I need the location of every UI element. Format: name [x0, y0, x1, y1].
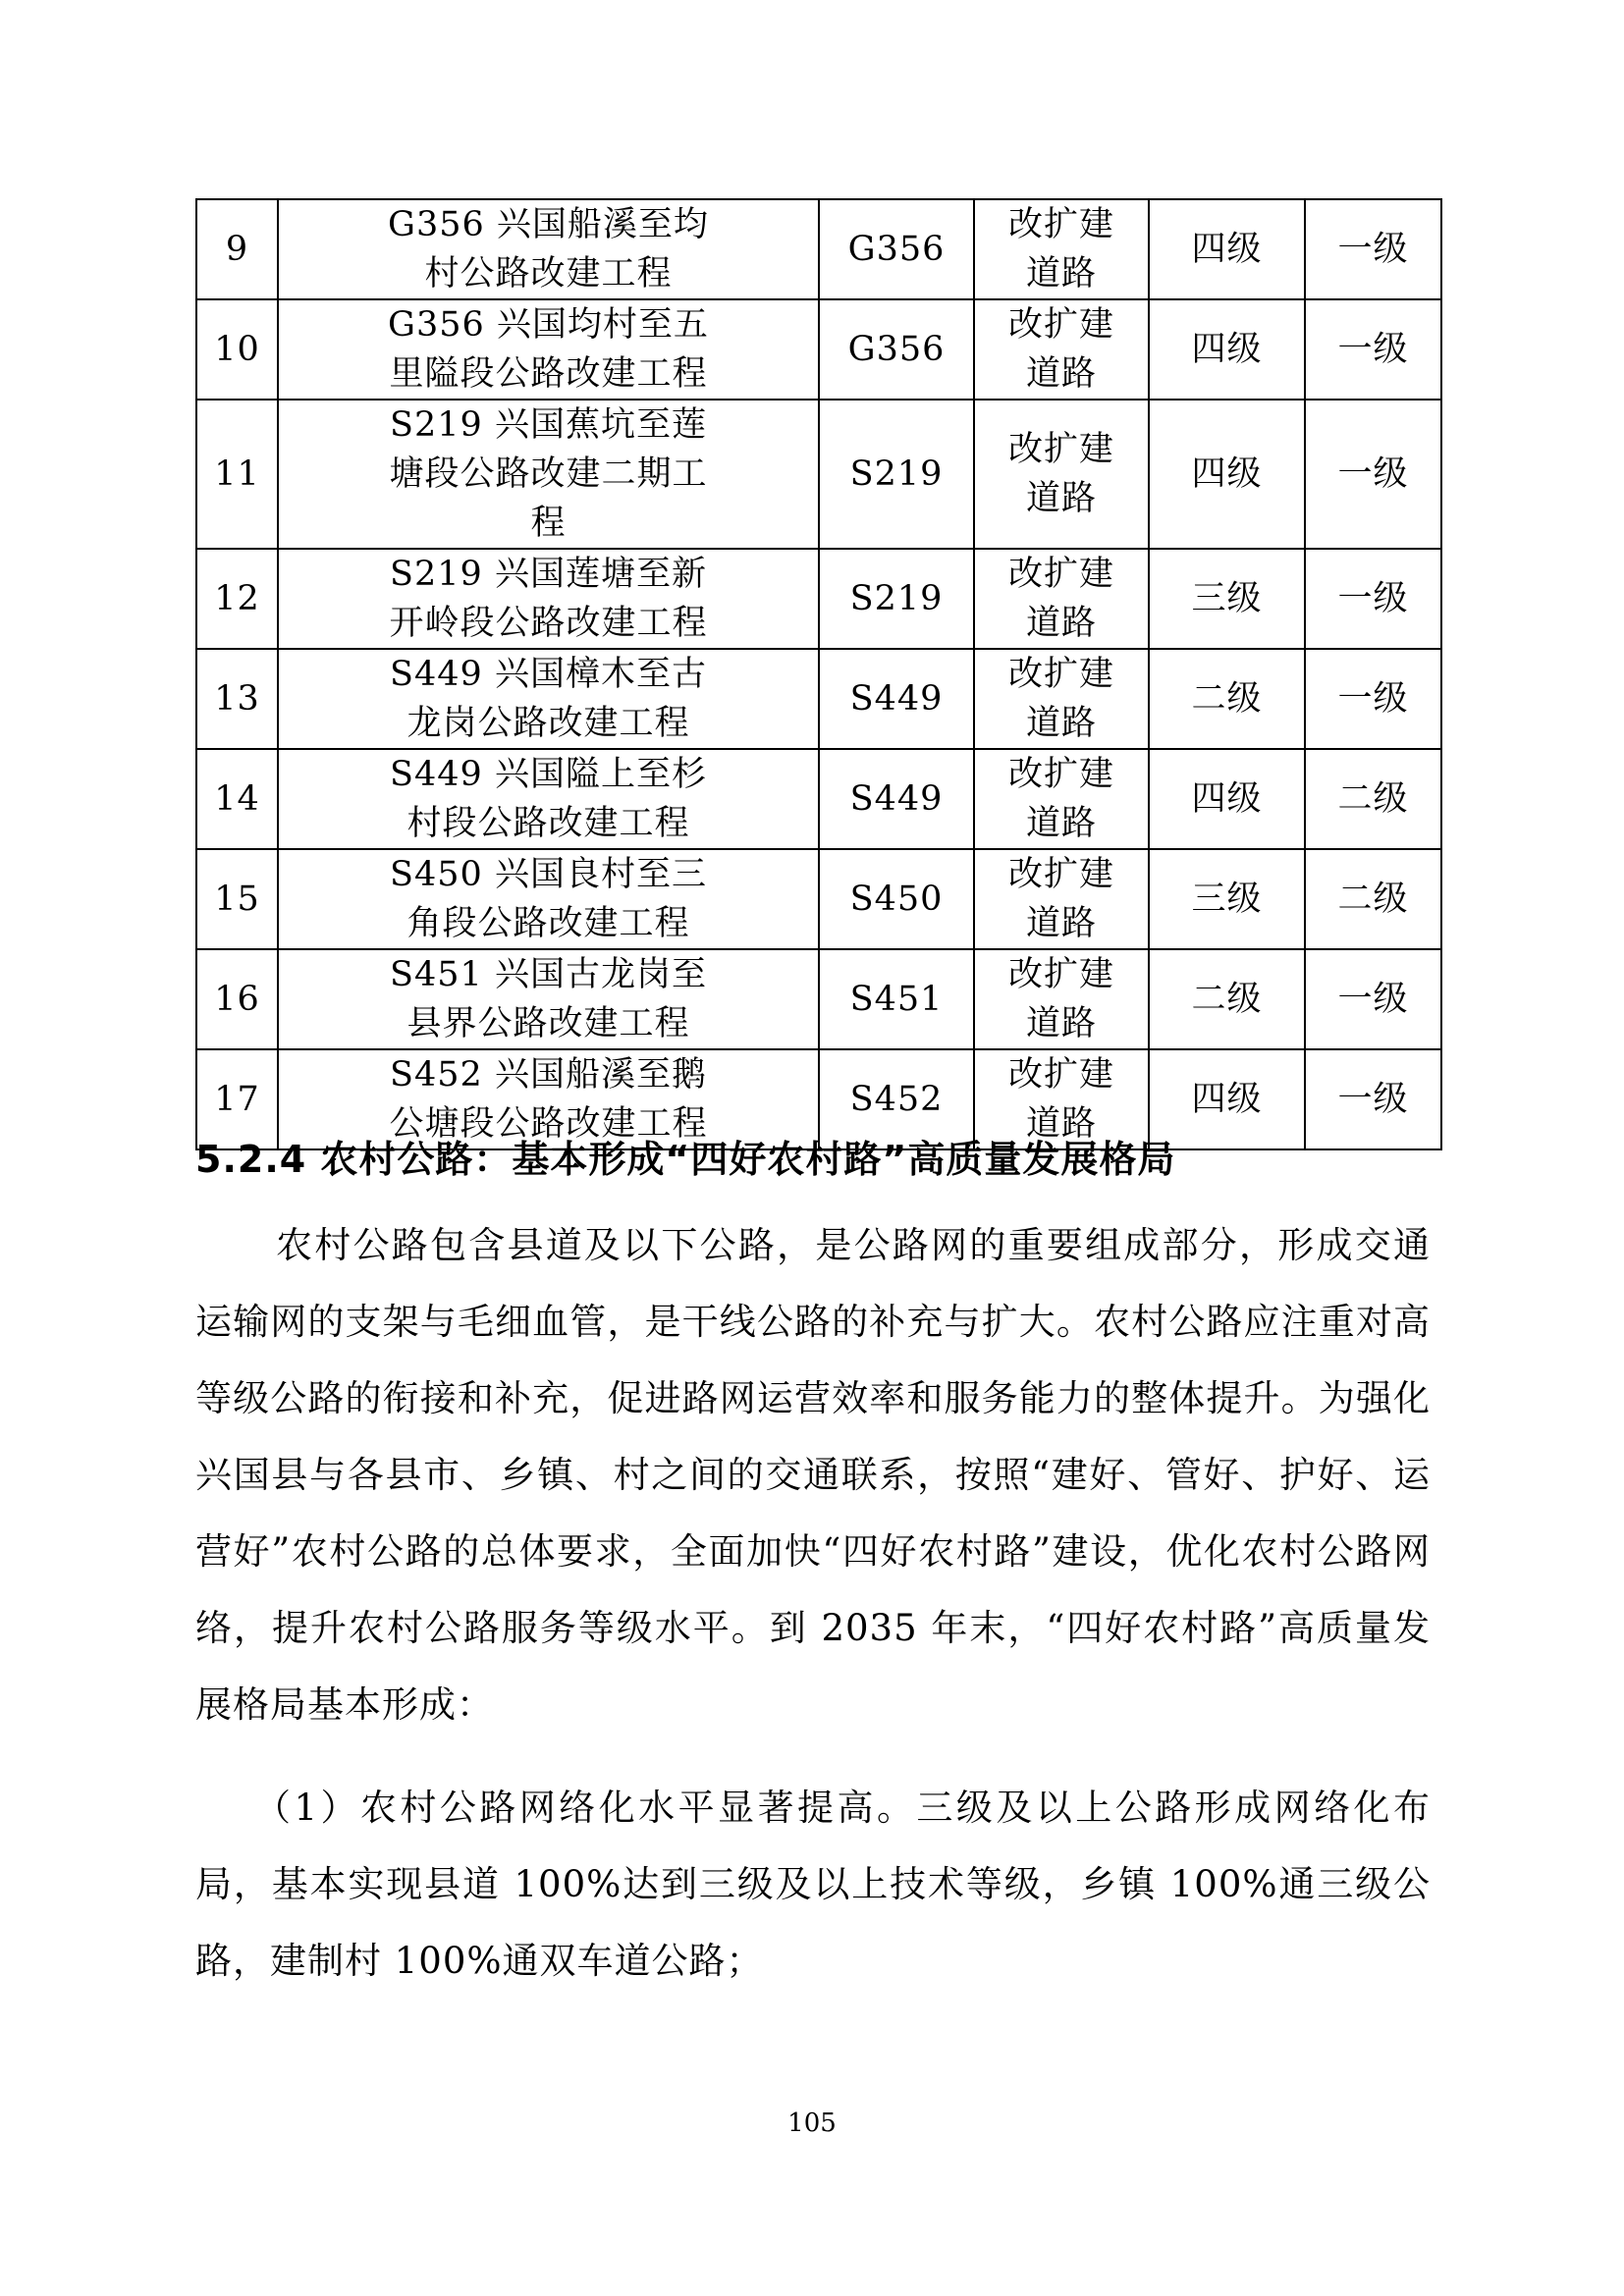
target-grade: 二级	[1305, 749, 1441, 849]
construction-type-text: 改扩建道路	[1007, 955, 1114, 1043]
current-grade: 三级	[1149, 549, 1305, 649]
construction-type-text: 改扩建道路	[1007, 655, 1114, 743]
table-row	[196, 400, 1441, 549]
table-body	[196, 199, 1441, 1149]
row-number: 9	[196, 199, 278, 299]
construction-type	[974, 400, 1149, 549]
construction-type-text: 改扩建道路	[1007, 1055, 1114, 1144]
project-name-text: G356 兴国船溪至均村公路改建工程	[388, 205, 709, 294]
construction-type	[974, 749, 1149, 849]
current-grade: 二级	[1149, 649, 1305, 749]
row-number: 12	[196, 549, 278, 649]
row-number: 14	[196, 749, 278, 849]
table-row	[196, 199, 1441, 299]
section-heading: 5.2.4 农村公路：基本形成“四好农村路”高质量发展格局	[195, 1138, 1176, 1181]
target-grade: 一级	[1305, 549, 1441, 649]
current-grade: 二级	[1149, 949, 1305, 1049]
project-name-text: S449 兴国隘上至杉村段公路改建工程	[390, 755, 707, 843]
current-grade: 四级	[1149, 400, 1305, 549]
target-grade: 一级	[1305, 649, 1441, 749]
target-grade: 二级	[1305, 849, 1441, 949]
row-number: 11	[196, 400, 278, 549]
project-name	[278, 199, 819, 299]
current-grade: 四级	[1149, 299, 1305, 400]
construction-type-text: 改扩建道路	[1007, 205, 1114, 294]
route-code: S449	[819, 649, 974, 749]
construction-type	[974, 299, 1149, 400]
current-grade: 四级	[1149, 1049, 1305, 1149]
route-code: S219	[819, 400, 974, 549]
body-paragraph: 农村公路包含县道及以下公路，是公路网的重要组成部分，形成交通运输网的支架与毛细血管，是干线公路的补充与扩大。农村公路应注重对高等级公路的衔接和补充，促进路网运营效率和服务能力的整体提升。为强化兴国县与各县市、乡镇、村之间的交通联系，按照“建好、管好、护好、运营好”农村公路的总体要求，全面加快“四好农村路”建设，优化农村公路网络，提升农村公路服务等级水平。到 2035 年末，“四好农村路”高质量发展格局基本形成：	[195, 1224, 1431, 1726]
target-grade: 一级	[1305, 199, 1441, 299]
route-code: G356	[819, 299, 974, 400]
current-grade: 四级	[1149, 749, 1305, 849]
project-name-text: S452 兴国船溪至鹅公塘段公路改建工程	[389, 1055, 708, 1144]
project-name	[278, 749, 819, 849]
target-grade: 一级	[1305, 1049, 1441, 1149]
project-name	[278, 400, 819, 549]
construction-type	[974, 549, 1149, 649]
project-name-text: S219 兴国蕉坑至莲塘段公路改建二期工程	[389, 405, 708, 543]
current-grade: 三级	[1149, 849, 1305, 949]
construction-type-text: 改扩建道路	[1007, 855, 1114, 943]
target-grade: 一级	[1305, 299, 1441, 400]
route-code: S452	[819, 1049, 974, 1149]
target-grade: 一级	[1305, 400, 1441, 549]
route-code: S451	[819, 949, 974, 1049]
table-row	[196, 299, 1441, 400]
row-number: 15	[196, 849, 278, 949]
road-projects-table	[195, 198, 1442, 1150]
construction-type-text: 改扩建道路	[1007, 755, 1114, 843]
table-row	[196, 849, 1441, 949]
construction-type	[974, 849, 1149, 949]
construction-type	[974, 199, 1149, 299]
table-row	[196, 649, 1441, 749]
project-name-text: S450 兴国良村至三角段公路改建工程	[390, 855, 707, 943]
row-number: 17	[196, 1049, 278, 1149]
table-row	[196, 749, 1441, 849]
construction-type-text: 改扩建道路	[1007, 555, 1114, 643]
project-name	[278, 649, 819, 749]
construction-type	[974, 949, 1149, 1049]
table-row	[196, 549, 1441, 649]
route-code: S219	[819, 549, 974, 649]
construction-type-text: 改扩建道路	[1007, 430, 1114, 518]
construction-type-text: 改扩建道路	[1007, 305, 1114, 394]
route-code: G356	[819, 199, 974, 299]
project-name	[278, 299, 819, 400]
project-name	[278, 849, 819, 949]
current-grade: 四级	[1149, 199, 1305, 299]
project-name-text: S451 兴国古龙岗至县界公路改建工程	[390, 955, 707, 1043]
page-number: 105	[787, 2109, 837, 2138]
route-code: S449	[819, 749, 974, 849]
project-name-text: S219 兴国莲塘至新开岭段公路改建工程	[389, 555, 708, 643]
construction-type	[974, 649, 1149, 749]
body-paragraph-list-item: （1）农村公路网络化水平显著提高。三级及以上公路形成网络化布局，基本实现县道 100%达到三级及以上技术等级，乡镇 100%通三级公路，建制村 100%通双车道公路；	[195, 1787, 1431, 1982]
project-name	[278, 949, 819, 1049]
route-code: S450	[819, 849, 974, 949]
row-number: 13	[196, 649, 278, 749]
row-number: 10	[196, 299, 278, 400]
project-name-text: S449 兴国樟木至古龙岗公路改建工程	[390, 655, 707, 743]
target-grade: 一级	[1305, 949, 1441, 1049]
project-name	[278, 549, 819, 649]
table-row	[196, 949, 1441, 1049]
row-number: 16	[196, 949, 278, 1049]
project-name-text: G356 兴国均村至五里隘段公路改建工程	[388, 305, 709, 394]
